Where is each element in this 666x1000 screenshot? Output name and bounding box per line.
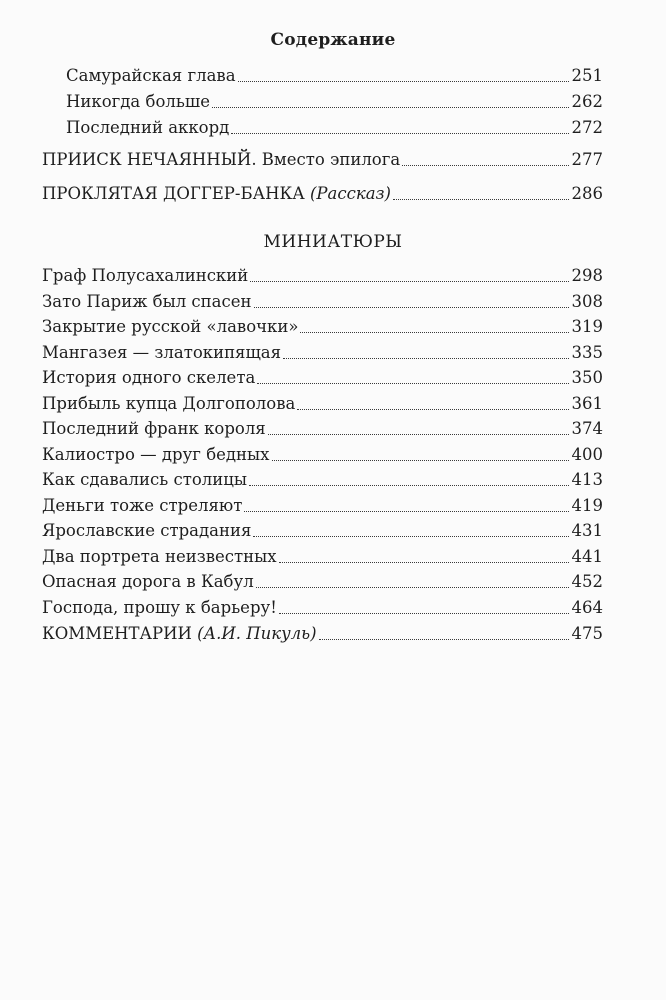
toc-entry-title: История одного скелета [42,368,256,387]
toc-entry-title: Мангазея — златокипящая [42,342,282,362]
toc-entry-title: Два портрета неизвестных [42,546,277,566]
toc-entry-subtitle: (А.И. Пикуль) [197,624,317,643]
leader-dots [402,160,568,166]
toc-entry-page: 286 [571,184,603,203]
toc-entry-title: Опасная дорога в Кабул [42,572,254,591]
toc-entry-page: 262 [571,92,603,111]
leader-dots [231,128,568,134]
toc-entry [42,392,603,416]
leader-dots [393,194,569,200]
toc-entry-page: 431 [571,521,603,540]
leader-dots [268,429,569,435]
leader-dots [256,582,569,588]
leader-dots [257,378,568,384]
leader-dots [244,506,568,512]
toc-entry-title: Зато Париж был спасен [42,291,252,311]
leader-dots [254,302,569,308]
toc-entry-page: 361 [571,393,603,413]
toc-entry-page: 319 [571,317,603,336]
toc-entry [42,341,603,365]
toc-entry-page: 374 [571,419,603,438]
toc-entry-title: Как сдавались столицы [42,470,248,489]
section-title: МИНИАТЮРЫ [263,232,403,252]
leader-dots [238,76,569,82]
toc-entry-title: Никогда больше [66,92,210,111]
toc-entry-page: 452 [571,572,603,591]
toc-entry [42,494,603,518]
leader-dots [253,531,568,537]
leader-dots [279,608,569,614]
toc-entry [42,417,603,441]
toc-entry-title: Прибыль купца Долгополова [42,393,296,413]
toc-entry-title: Ярославские страдания [42,521,252,540]
toc-entry [42,264,603,288]
toc-entry-title-main: КОММЕНТАРИИ [42,624,192,643]
toc-entry-page: 272 [571,118,603,137]
toc-heading: Содержание [270,30,396,50]
toc-entry-page: 441 [571,546,603,566]
toc-entry-page: 251 [571,66,603,85]
toc-entry-title: Калиостро — друг бедных [42,444,270,464]
toc-entry-page: 464 [571,597,603,617]
toc-entry-page: 475 [571,624,603,643]
toc-entry [66,64,603,88]
toc-entry [42,315,603,339]
toc-entry [66,90,603,114]
toc-entry [42,443,603,467]
toc-entry [42,596,603,620]
toc-entry-title: Последний аккорд [66,118,230,137]
toc-entry-title: Последний франк короля [42,419,266,438]
toc-entry-page: 277 [571,150,603,169]
toc-entry [42,290,603,314]
toc-entry [42,468,603,492]
toc-entry [42,366,603,390]
toc-entry [42,622,603,646]
toc-entry-page: 335 [571,342,603,362]
leader-dots [272,455,569,461]
toc-entry-title [42,622,317,646]
toc-entry [66,116,603,140]
toc-entry-title: Самурайская глава [66,66,236,85]
toc-entry-title: Граф Полусахалинский [42,266,249,285]
toc-entry-page: 298 [571,266,603,285]
toc-entry [42,148,603,172]
toc-entry-title: Деньги тоже стреляют [42,495,243,515]
toc-entry-page: 350 [571,368,603,387]
leader-dots [279,557,569,563]
toc-entry [42,570,603,594]
toc-entry-title: Закрытие русской «лавочки» [42,317,299,336]
toc-entry-page: 400 [571,444,603,464]
leader-dots [283,353,568,359]
toc-entry [42,519,603,543]
toc-entry [42,182,603,206]
toc-entry-title: Господа, прошу к барьеру! [42,597,277,617]
toc-entry [42,545,603,569]
toc-entry-title-main: ПРОКЛЯТАЯ ДОГГЕР-БАНКА [42,184,305,203]
leader-dots [319,634,569,640]
toc-entry-page: 308 [571,291,603,311]
leader-dots [250,276,568,282]
leader-dots [249,480,568,486]
toc-entry-page: 413 [571,470,603,489]
leader-dots [212,102,569,108]
toc-entry-title: ПРИИСК НЕЧАЯННЫЙ. Вместо эпилога [42,150,401,169]
toc-entry-subtitle: (Рассказ) [310,184,391,203]
toc-entry-title [42,182,391,206]
leader-dots [297,404,568,410]
leader-dots [300,327,568,333]
toc-entry-page: 419 [571,495,603,515]
